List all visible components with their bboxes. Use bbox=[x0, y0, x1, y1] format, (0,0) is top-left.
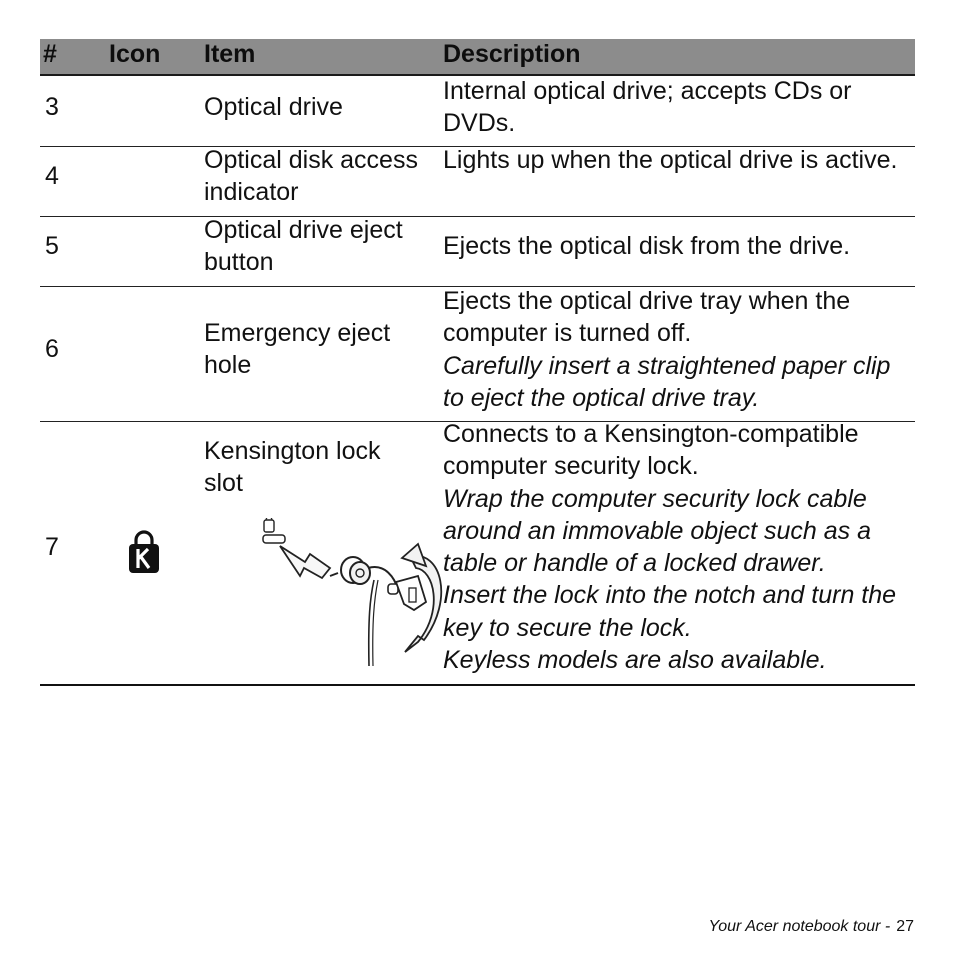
row-item: Kensington lock slot bbox=[204, 437, 381, 498]
row-item: Optical drive bbox=[204, 93, 343, 121]
description-text: Internal optical drive; accepts CDs or DVDs. bbox=[443, 77, 852, 138]
row-description bbox=[443, 418, 913, 676]
row-description bbox=[443, 230, 913, 262]
kensington-lock-icon bbox=[128, 530, 160, 574]
header-item: Item bbox=[204, 40, 256, 68]
description-note: Wrap the computer security lock cable around an immovable object such as a table or handle of a locked drawer. bbox=[443, 484, 872, 578]
table-row bbox=[40, 217, 915, 287]
table-row bbox=[40, 76, 915, 147]
header-description: Description bbox=[443, 40, 581, 68]
table-row bbox=[40, 287, 915, 422]
row-description bbox=[443, 285, 913, 414]
description-note: Keyless models are also available. bbox=[443, 646, 827, 675]
row-number: 5 bbox=[45, 232, 59, 260]
row-number: 3 bbox=[45, 93, 59, 121]
description-text: Ejects the optical drive tray when the computer is turned off. bbox=[443, 287, 851, 348]
header-num: # bbox=[43, 40, 57, 68]
component-table bbox=[40, 39, 915, 686]
row-item: Optical disk access indicator bbox=[204, 146, 418, 207]
page-number: 27 bbox=[896, 918, 914, 935]
table-row bbox=[40, 422, 915, 686]
row-description bbox=[443, 75, 913, 140]
description-note: Insert the lock into the notch and turn the key to secure the lock. bbox=[443, 581, 897, 642]
description-text: Connects to a Kensington-compatible computer security lock. bbox=[443, 420, 859, 481]
row-number: 6 bbox=[45, 335, 59, 363]
header-icon: Icon bbox=[109, 40, 161, 68]
description-text: Ejects the optical disk from the drive. bbox=[443, 232, 851, 260]
description-text: Lights up when the optical drive is active. bbox=[443, 146, 898, 174]
kensington-lock-illustration bbox=[220, 518, 455, 668]
row-item: Emergency eject hole bbox=[204, 319, 391, 380]
row-number: 7 bbox=[45, 533, 59, 561]
row-item: Optical drive eject button bbox=[204, 216, 403, 277]
table-row bbox=[40, 147, 915, 217]
footer-title: Your Acer notebook tour - bbox=[708, 918, 891, 935]
table-header bbox=[40, 39, 915, 76]
page-footer bbox=[708, 917, 914, 937]
description-note: Carefully insert a straightened paper clip to eject the optical drive tray. bbox=[443, 351, 891, 412]
row-number: 4 bbox=[45, 162, 59, 190]
row-description bbox=[443, 144, 913, 176]
